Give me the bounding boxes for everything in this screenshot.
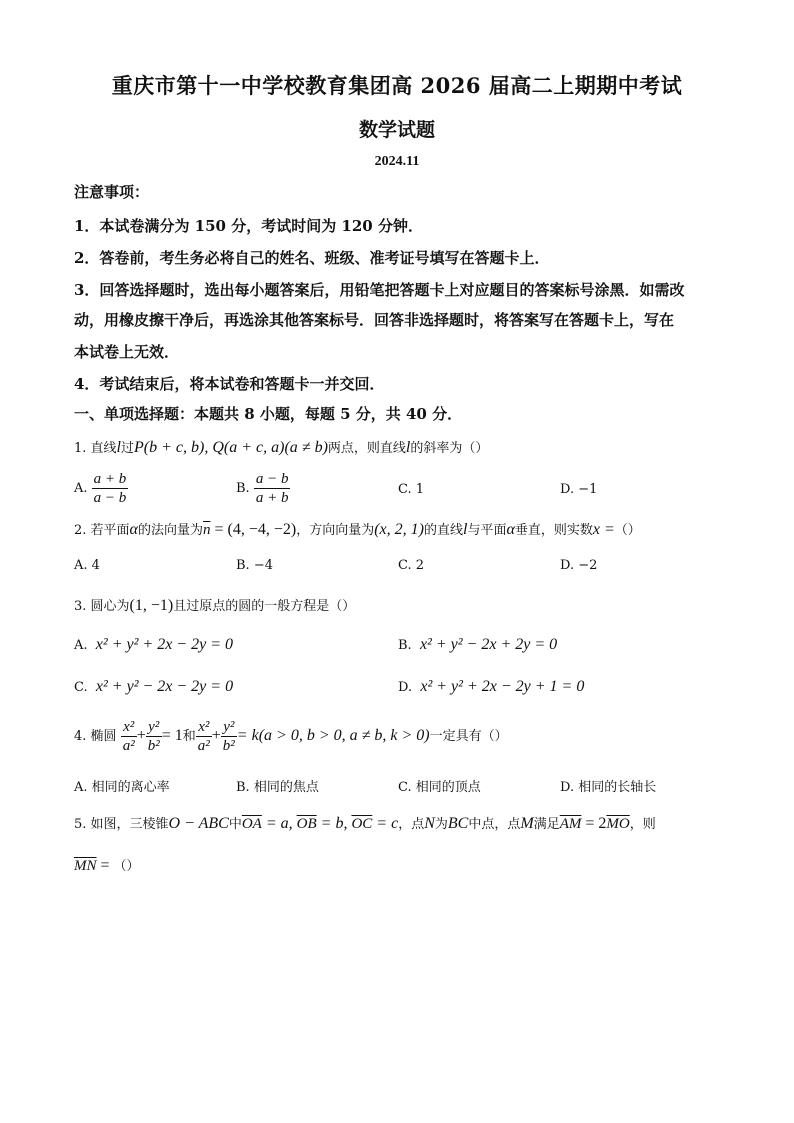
- q1-option-b-numerator: a − b: [255, 471, 289, 487]
- section-heading: 一、单项选择题：本题共 8 小题，每题 5 分，共 40 分．: [74, 405, 463, 423]
- q3-option-c-eq: x² + y² − 2x − 2y = 0: [95, 678, 234, 695]
- note-item-3-end: 本试卷上无效．: [74, 343, 180, 361]
- q5-eq-b: = b,: [316, 815, 352, 832]
- q1-line-l-2: l: [405, 439, 411, 456]
- q4-frac-y-b-2: [221, 718, 237, 755]
- q1-option-c: C. 1: [398, 482, 425, 497]
- q4-frac-y-b-2-num: y²: [221, 718, 237, 737]
- q1-option-b-label: B.: [236, 481, 250, 496]
- q5-n: N: [424, 815, 435, 832]
- q5-vec-am: $\overline{AM}$: [559, 816, 582, 832]
- q2-normal-vector: $\overline{n}$: [202, 522, 211, 538]
- q4-frac-x-a: [121, 718, 137, 755]
- q3-option-b: [398, 636, 557, 654]
- q2-option-d: D. −2: [560, 558, 598, 573]
- q1-prefix: 1. 直线: [74, 441, 117, 456]
- q5-tail: =: [96, 857, 114, 874]
- q3-option-d: [398, 678, 584, 696]
- q4-option-b: B. 相同的焦点: [236, 780, 319, 795]
- q2-option-c: C. 2: [398, 558, 425, 573]
- q4-frac-y-b-2-den: b²: [222, 738, 235, 754]
- q2-prefix: 2. 若平面: [74, 523, 130, 538]
- q2-mid4: 与平面: [467, 523, 507, 538]
- q3-option-c: [74, 678, 233, 696]
- q3-option-b-eq: x² + y² − 2x + 2y = 0: [419, 636, 558, 653]
- q5-eq-mo: = 2: [581, 815, 607, 832]
- q4-eq2-plus: +: [211, 727, 221, 744]
- exam-date: 2024.11: [374, 154, 420, 169]
- question-3: [74, 595, 355, 615]
- q1-option-b-fraction: [254, 470, 291, 507]
- q5-mid4: 中点，点: [468, 817, 521, 832]
- note-item-3-cont: 动，用橡皮擦干净后，再选涂其他答案标号．回答非选择题时，将答案写在答题卡上，写在: [74, 311, 675, 329]
- q2-mid2: ，方向向量为: [296, 523, 375, 538]
- q3-suffix: 且过原点的圆的一般方程是（）: [173, 599, 356, 614]
- q5-vec-oc: $\overline{OC}$: [351, 816, 373, 832]
- q1-suffix: 的斜率为（）: [410, 441, 489, 456]
- q4-eq2-rhs: = k(a > 0, b > 0, a ≠ b, k > 0): [236, 727, 430, 744]
- q4-frac-x-a-2-den: a²: [197, 738, 210, 754]
- q5-mid1: 中: [228, 817, 242, 832]
- q2-mid1: 的法向量为: [137, 523, 203, 538]
- q4-option-c: C. 相同的顶点: [398, 780, 481, 795]
- q2-normal-value: = (4, −4, −2): [210, 521, 297, 538]
- q3-option-a-eq: x² + y² + 2x − 2y = 0: [95, 636, 233, 653]
- q5-m: M: [520, 815, 534, 832]
- question-5: [74, 813, 656, 833]
- q4-mid: 和: [182, 729, 196, 744]
- q5-vec-oa: $\overline{OA}$: [241, 816, 262, 832]
- q4-option-a: A. 相同的离心率: [74, 780, 170, 795]
- q3-option-c-label: C.: [74, 680, 88, 695]
- q2-mid3: 的直线: [423, 523, 463, 538]
- q5-vec-mn: $\overline{MN}$: [74, 858, 97, 874]
- q2-option-b: B. −4: [236, 558, 273, 573]
- q4-frac-x-a-2: [196, 718, 212, 755]
- q5-eq-a: = a,: [261, 815, 297, 832]
- question-5-cont: [74, 855, 140, 875]
- q3-option-a: [74, 636, 233, 654]
- note-item-3: 3．回答选择题时，选出每小题答案后，用铅笔把答题卡上对应题目的答案标号涂黑．如需改: [74, 281, 685, 299]
- q1-option-d: D. −1: [560, 482, 598, 497]
- q3-option-b-label: B.: [398, 638, 412, 653]
- q4-frac-x-a-2-num: x²: [196, 718, 212, 737]
- q2-line-l: l: [463, 521, 468, 538]
- q1-option-a-fraction: [92, 470, 129, 507]
- q1-option-b: [236, 470, 290, 507]
- q3-prefix: 3. 圆心为: [74, 599, 130, 614]
- q4-frac-x-a-num: x²: [121, 718, 137, 737]
- note-item-1: 1．本试卷满分为 150 分，考试时间为 120 分钟．: [74, 217, 423, 235]
- q5-suffix: （）: [113, 859, 140, 874]
- q1-mid2: 两点，则直线: [327, 441, 406, 456]
- question-2: [74, 519, 641, 539]
- q4-frac-y-b: [146, 718, 162, 755]
- exam-subtitle: 数学试题: [358, 119, 435, 141]
- notes-heading: 注意事项：: [74, 183, 150, 201]
- q1-option-b-denominator: a + b: [255, 490, 289, 506]
- q4-eq1-plus: +: [136, 727, 146, 744]
- q2-alpha-2: α: [506, 521, 515, 538]
- q2-suffix: （）: [614, 523, 641, 538]
- q3-option-d-label: D.: [398, 680, 413, 695]
- q1-option-a-denominator: a − b: [93, 490, 127, 506]
- q2-direction: (x, 2, 1): [374, 521, 424, 538]
- note-item-4: 4．考试结束后，将本试卷和答题卡一并交回．: [74, 375, 385, 393]
- q5-pyramid: O − ABC: [168, 815, 229, 832]
- exam-title: 重庆市第十一中学校教育集团高 2026 届高二上期期中考试: [111, 73, 683, 98]
- q4-prefix: 4. 椭圆: [74, 729, 117, 744]
- q3-option-a-label: A.: [74, 638, 88, 653]
- q5-vec-ob: $\overline{OB}$: [296, 816, 317, 832]
- q2-option-a: A. 4: [74, 558, 100, 573]
- q4-suffix: 一定具有（）: [429, 729, 508, 744]
- q4-option-d: D. 相同的长轴长: [560, 780, 657, 795]
- q4-frac-y-b-den: b²: [147, 738, 160, 754]
- q1-mid1: 过: [121, 441, 135, 456]
- q2-alpha: α: [129, 521, 138, 538]
- q5-bc: BC: [447, 815, 469, 832]
- q1-option-a: [74, 470, 128, 507]
- q2-mid5: 垂直，则实数: [514, 523, 593, 538]
- question-1: [74, 437, 488, 457]
- q5-eq-c: = c: [372, 815, 399, 832]
- q1-option-a-label: A.: [74, 481, 88, 496]
- q5-vec-mo: $\overline{MO}$: [606, 816, 630, 832]
- q5-mid5: 满足: [533, 817, 560, 832]
- q5-mid3: 为: [434, 817, 448, 832]
- q1-option-a-numerator: a + b: [93, 471, 127, 487]
- q3-center: (1, −1): [129, 597, 174, 614]
- q5-mid6: ，则: [629, 817, 656, 832]
- q4-eq1-rhs: = 1: [161, 727, 183, 744]
- q1-points: P(b + c, b), Q(a + c, a)(a ≠ b): [134, 439, 328, 456]
- q1-line-l: l: [116, 439, 121, 456]
- q3-option-d-eq: x² + y² + 2x − 2y + 1 = 0: [420, 678, 585, 695]
- q4-frac-y-b-num: y²: [146, 718, 162, 737]
- q2-x: x =: [592, 521, 615, 538]
- question-4: [74, 718, 508, 755]
- q5-prefix: 5. 如图，三棱锥: [74, 817, 169, 832]
- q4-frac-x-a-den: a²: [122, 738, 135, 754]
- q5-mid2: ，点: [398, 817, 425, 832]
- note-item-2: 2．答卷前，考生务必将自己的姓名、班级、准考证号填写在答题卡上．: [74, 249, 550, 267]
